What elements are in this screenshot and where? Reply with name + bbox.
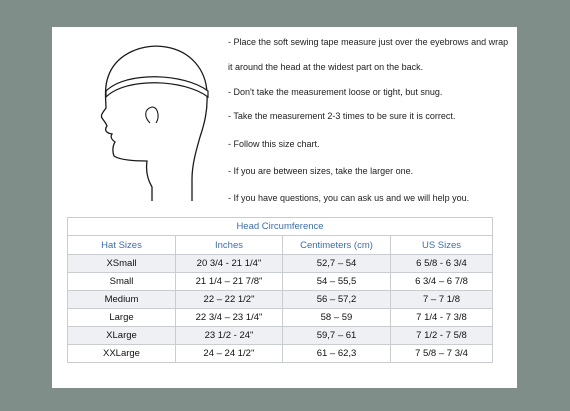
instruction-line: - Take the measurement 2-3 times to be sure it is correct. xyxy=(228,111,456,121)
column-header: Inches xyxy=(176,236,283,255)
column-header: US Sizes xyxy=(391,236,493,255)
instruction-line: - Don't take the measurement loose or tight, but snug. xyxy=(228,87,443,97)
table-cell: 22 3/4 – 23 1/4" xyxy=(176,309,283,327)
table-cell: XXLarge xyxy=(68,345,176,363)
table-cell: 59,7 – 61 xyxy=(283,327,391,345)
table-cell: 7 1/2 - 7 5/8 xyxy=(391,327,493,345)
table-title: Head Circumference xyxy=(68,218,493,236)
table-row xyxy=(68,273,493,291)
table-cell: Medium xyxy=(68,291,176,309)
table-row xyxy=(68,309,493,327)
table-cell: 7 5/8 – 7 3/4 xyxy=(391,345,493,363)
table-cell: 54 – 55,5 xyxy=(283,273,391,291)
instruction-line: - Place the soft sewing tape measure just over the eyebrows and wrap xyxy=(228,37,509,47)
table-cell: 23 1/2 - 24" xyxy=(176,327,283,345)
instruction-line: - If you have questions, you can ask us and we will help you. xyxy=(228,193,470,203)
head-measure-illustration xyxy=(92,41,212,203)
table-cell: 6 5/8 - 6 3/4 xyxy=(391,255,493,273)
table-row xyxy=(68,255,493,273)
table-cell: 21 1/4 – 21 7/8" xyxy=(176,273,283,291)
instruction-line: it around the head at the widest part on the back. xyxy=(228,62,424,72)
table-cell: XLarge xyxy=(68,327,176,345)
table-cell: 7 1/4 - 7 3/8 xyxy=(391,309,493,327)
column-header: Centimeters (cm) xyxy=(283,236,391,255)
table-cell: 58 – 59 xyxy=(283,309,391,327)
table-cell: Large xyxy=(68,309,176,327)
table-cell: 56 – 57,2 xyxy=(283,291,391,309)
table-cell: 7 – 7 1/8 xyxy=(391,291,493,309)
instruction-line: - Follow this size chart. xyxy=(228,139,320,149)
table-cell: 22 – 22 1/2" xyxy=(176,291,283,309)
table-row xyxy=(68,345,493,363)
size-chart-card xyxy=(52,27,517,388)
size-chart-table xyxy=(67,217,493,363)
table-cell: 61 – 62,3 xyxy=(283,345,391,363)
table-row xyxy=(68,327,493,345)
table-cell: 24 – 24 1/2'' xyxy=(176,345,283,363)
table-cell: 6 3/4 – 6 7/8 xyxy=(391,273,493,291)
table-row xyxy=(68,291,493,309)
table-cell: 20 3/4 - 21 1/4" xyxy=(176,255,283,273)
table-cell: 52,7 – 54 xyxy=(283,255,391,273)
table-cell: Small xyxy=(68,273,176,291)
table-cell: XSmall xyxy=(68,255,176,273)
instruction-line: - If you are between sizes, take the larger one. xyxy=(228,166,414,176)
column-header: Hat Sizes xyxy=(68,236,176,255)
